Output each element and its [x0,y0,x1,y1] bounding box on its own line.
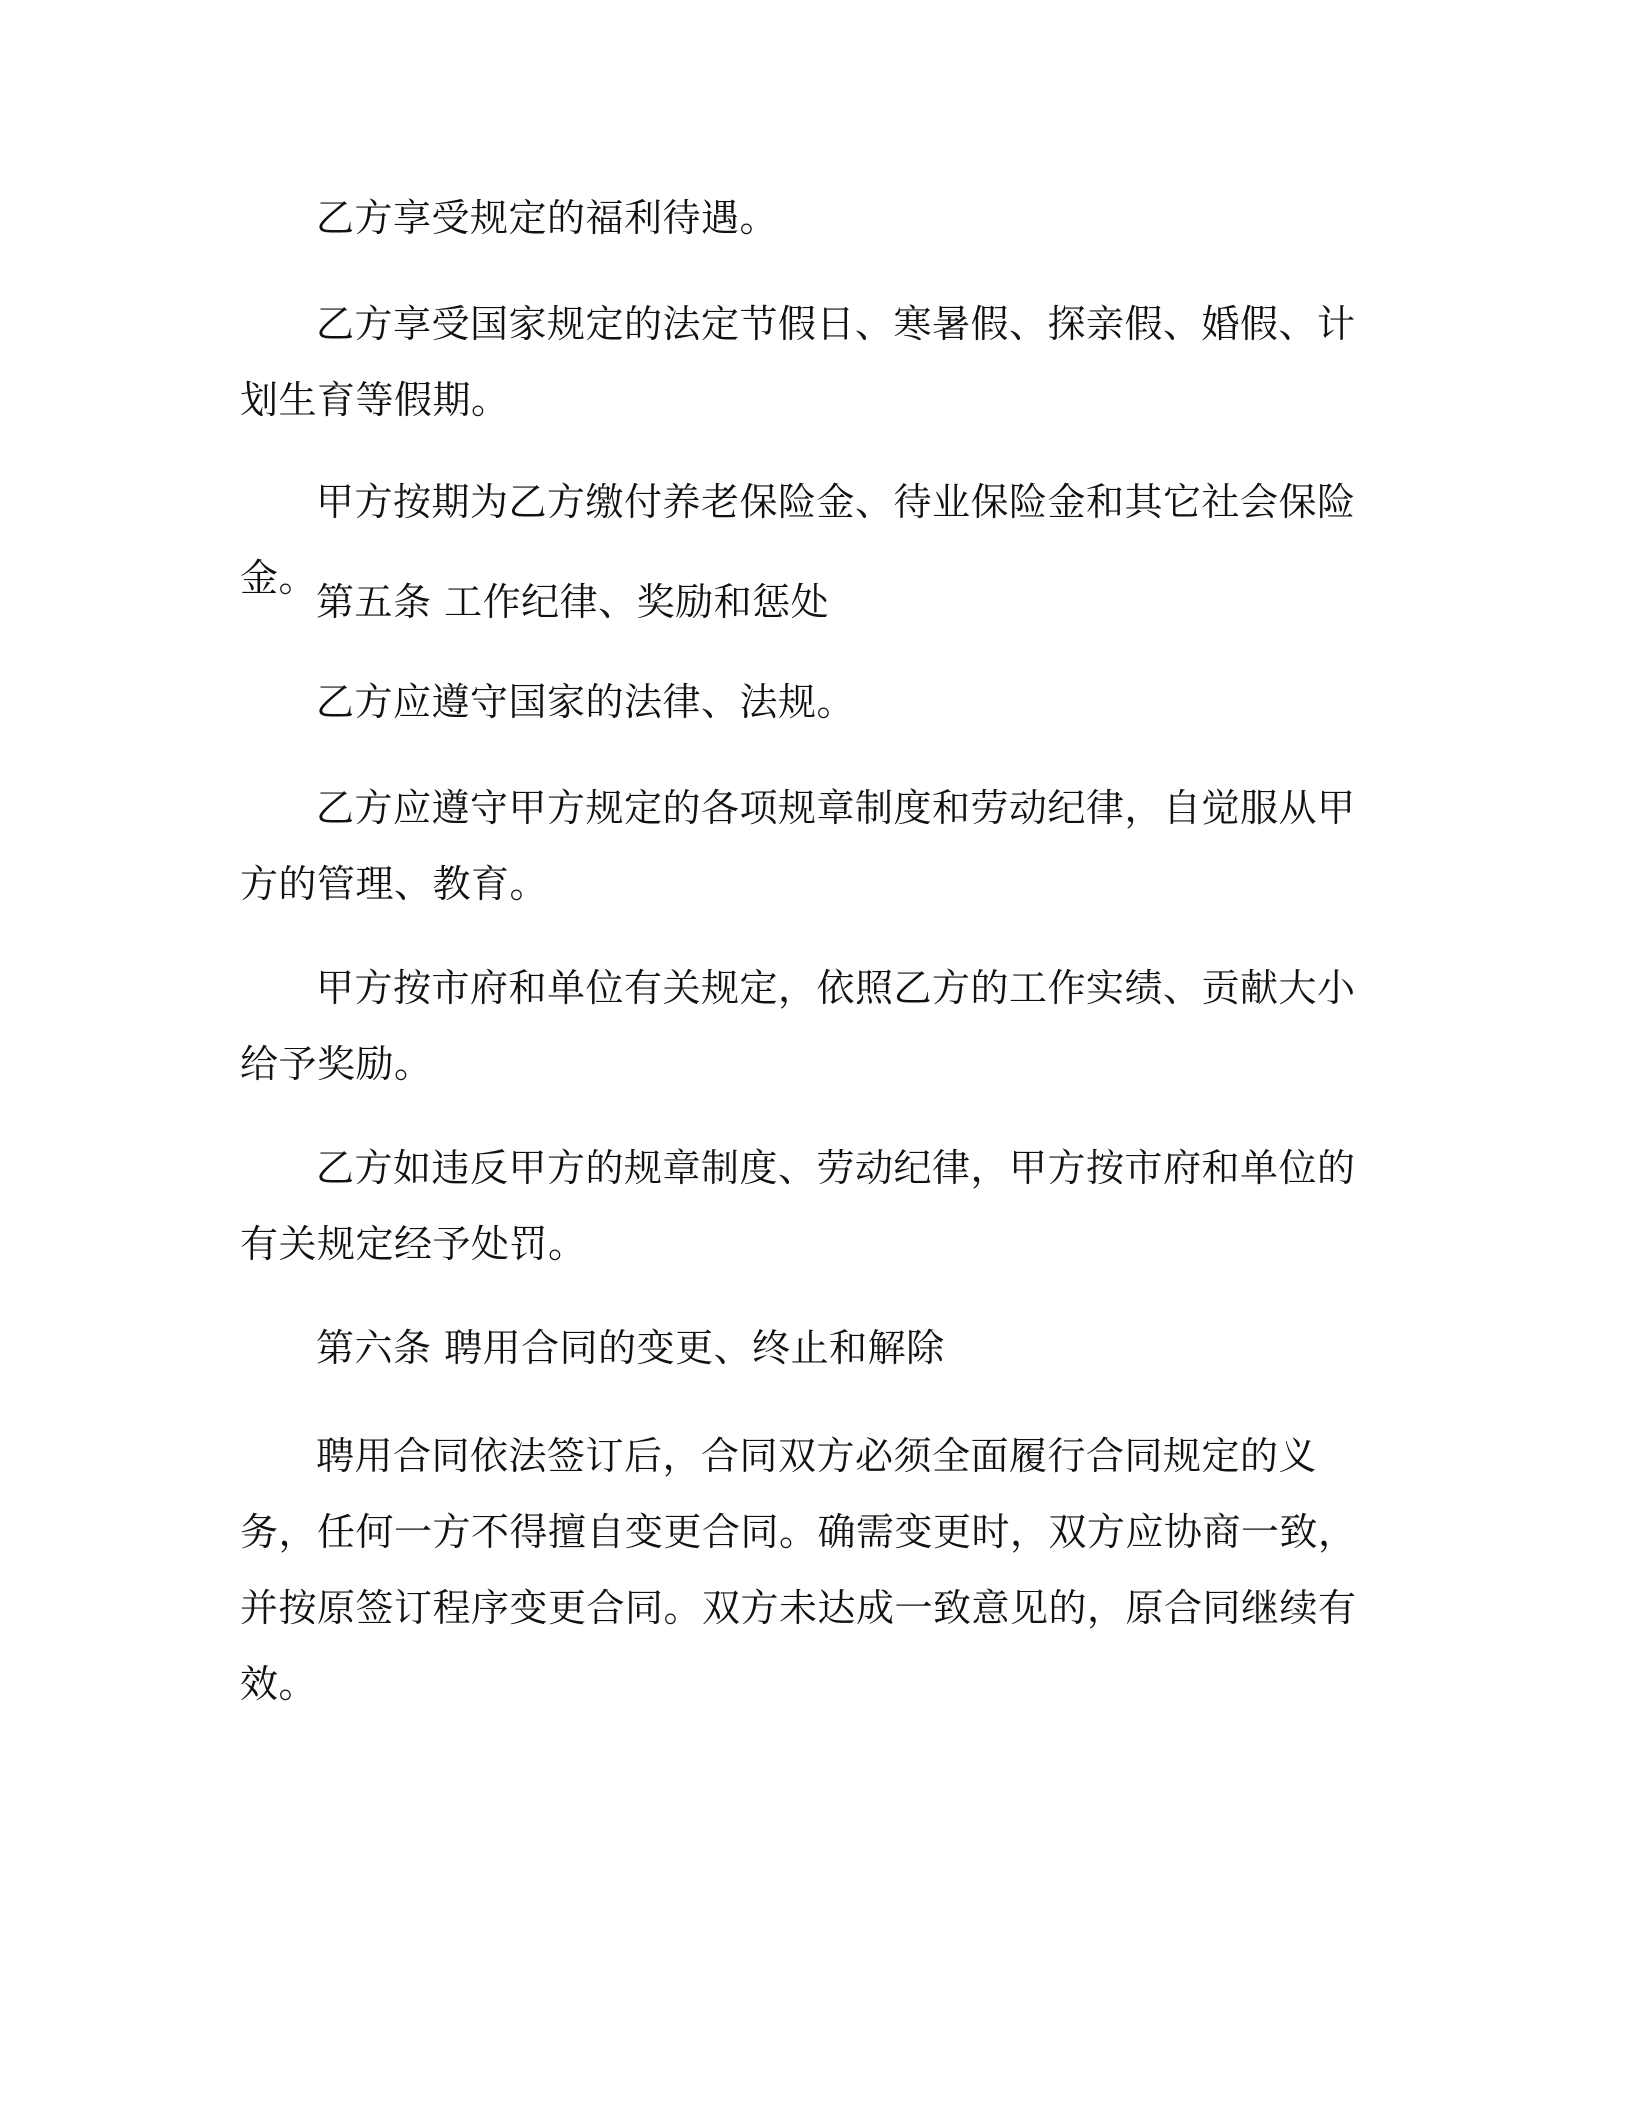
paragraph-penalties: 乙方如违反甲方的规章制度、劳动纪律，甲方按市府和单位的有关规定经予处罚。 [240,1146,1356,1266]
paragraph-insurance: 甲方按期为乙方缴付养老保险金、待业保险金和其它社会保险金。 [240,480,1356,600]
article-6-heading: 第六条 聘用合同的变更、终止和解除 [316,1326,945,1370]
article-5-heading: 第五条 工作纪律、奖励和惩处 [316,580,830,624]
paragraph-contract-change: 聘用合同依法签订后，合同双方必须全面履行合同规定的义务，任何一方不得擅自变更合同。确需变更时，双方应协商一致，并按原签订程序变更合同。双方未达成一致意见的，原合同继续有效。 [240,1434,1357,1706]
paragraph-welfare: 乙方享受规定的福利待遇。 [316,196,779,240]
paragraph-rewards: 甲方按市府和单位有关规定，依照乙方的工作实绩、贡献大小给予奖励。 [240,966,1356,1086]
paragraph-obey-law: 乙方应遵守国家的法律、法规。 [316,680,856,724]
paragraph-obey-rules: 乙方应遵守甲方规定的各项规章制度和劳动纪律，自觉服从甲方的管理、教育。 [240,786,1356,906]
paragraph-holidays: 乙方享受国家规定的法定节假日、寒暑假、探亲假、婚假、计划生育等假期。 [240,302,1356,422]
